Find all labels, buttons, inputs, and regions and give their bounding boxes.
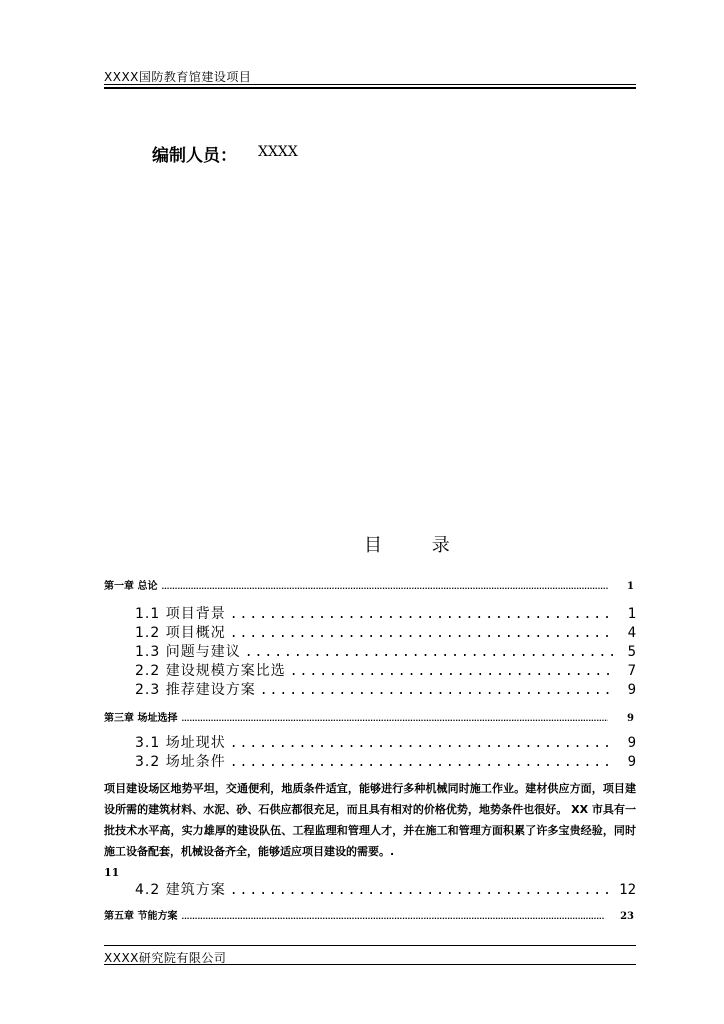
toc-entry-label: 1.2 项目概况 <box>135 625 226 641</box>
toc-leader-dots <box>230 755 616 770</box>
header-rule <box>104 84 636 85</box>
toc-entry-label: 3.1 场址现状 <box>135 735 226 751</box>
toc-leader-dots <box>230 736 616 751</box>
toc-paragraph-entry[interactable] <box>104 778 636 883</box>
header-rule-thick <box>104 87 636 89</box>
toc-entry-label: 第一章 总论 <box>104 581 158 592</box>
toc-leader-dots <box>161 583 608 591</box>
toc-title: 目 录 <box>364 535 472 556</box>
editor-value: XXXX <box>258 144 298 160</box>
toc-entry-1-3[interactable] <box>135 641 636 661</box>
footer-rule <box>104 945 636 946</box>
page-header: XXXX国防教育馆建设项目 <box>104 70 252 84</box>
toc-entry-page: 1 <box>627 581 634 592</box>
toc-leader-dots <box>230 626 616 641</box>
toc-leader-dots <box>230 607 616 622</box>
toc-entry-label: 1.3 问题与建议 <box>135 644 241 660</box>
toc-entry-2-2[interactable] <box>135 660 636 680</box>
page-footer: XXXX研究院有限公司 <box>104 951 227 965</box>
footer-rule-bottom <box>104 964 636 965</box>
toc-entry-page: 4 <box>627 625 636 641</box>
toc-entry-2-3[interactable] <box>135 679 636 699</box>
toc-entry-page: 9 <box>627 754 636 770</box>
toc-leader-dots <box>230 883 615 898</box>
toc-entry-page: 9 <box>627 682 636 698</box>
toc-entry-3-2[interactable] <box>135 751 636 771</box>
toc-entry-page: 9 <box>627 713 634 724</box>
toc-entry-page: 1 <box>627 606 636 622</box>
toc-leader-dots <box>181 715 608 723</box>
toc-leader-dots <box>181 913 604 921</box>
toc-paragraph-text: 项目建设场区地势平坦，交通便利，地质条件适宜，能够进行多种机械同时施工作业。建材供应方面，项目建设所需的建筑材料、水泥、砂、石供应都很充足，而且具有相对的价格优势，地势条件也很好。 XX 市具有一批技术水平高，实力雄厚的建设队伍、工程监理和管理人才，并在施工和管理方面积累了许多宝贵经验，同时施工设备配套，机械设备齐全，能够适应项目建设的需要。. <box>104 782 636 858</box>
toc-entry-label: 1.1 项目背景 <box>135 606 226 622</box>
toc-entry-1-1[interactable] <box>135 603 636 623</box>
toc-leader-dots <box>290 664 616 679</box>
toc-entry-label: 2.3 推荐建设方案 <box>135 682 256 698</box>
toc-entry-1-2[interactable] <box>135 622 636 642</box>
toc-entry-label: 3.2 场址条件 <box>135 754 226 770</box>
toc-entry-page: 9 <box>627 735 636 751</box>
toc-entry-page: 7 <box>627 663 636 679</box>
toc-entry-page: 5 <box>627 644 636 660</box>
toc-entry-page: 23 <box>620 911 634 922</box>
toc-leader-dots <box>260 683 616 698</box>
toc-entry-3-1[interactable] <box>135 732 636 752</box>
toc-entry-chapter-5[interactable] <box>104 907 634 922</box>
toc-entry-label: 4.2 建筑方案 <box>135 882 226 898</box>
toc-entry-label: 第三章 场址选择 <box>104 713 178 724</box>
toc-paragraph-page: 11 <box>104 866 120 879</box>
toc-entry-page: 12 <box>619 882 636 898</box>
toc-entry-4-2[interactable] <box>135 879 636 899</box>
editor-label: 编制人员： <box>152 146 237 166</box>
toc-entry-chapter-3[interactable] <box>104 709 634 724</box>
toc-entry-label: 2.2 建设规模方案比选 <box>135 663 286 679</box>
toc-leader-dots <box>245 645 616 660</box>
toc-entry-chapter-1[interactable] <box>104 577 634 592</box>
toc-entry-label: 第五章 节能方案 <box>104 911 178 922</box>
